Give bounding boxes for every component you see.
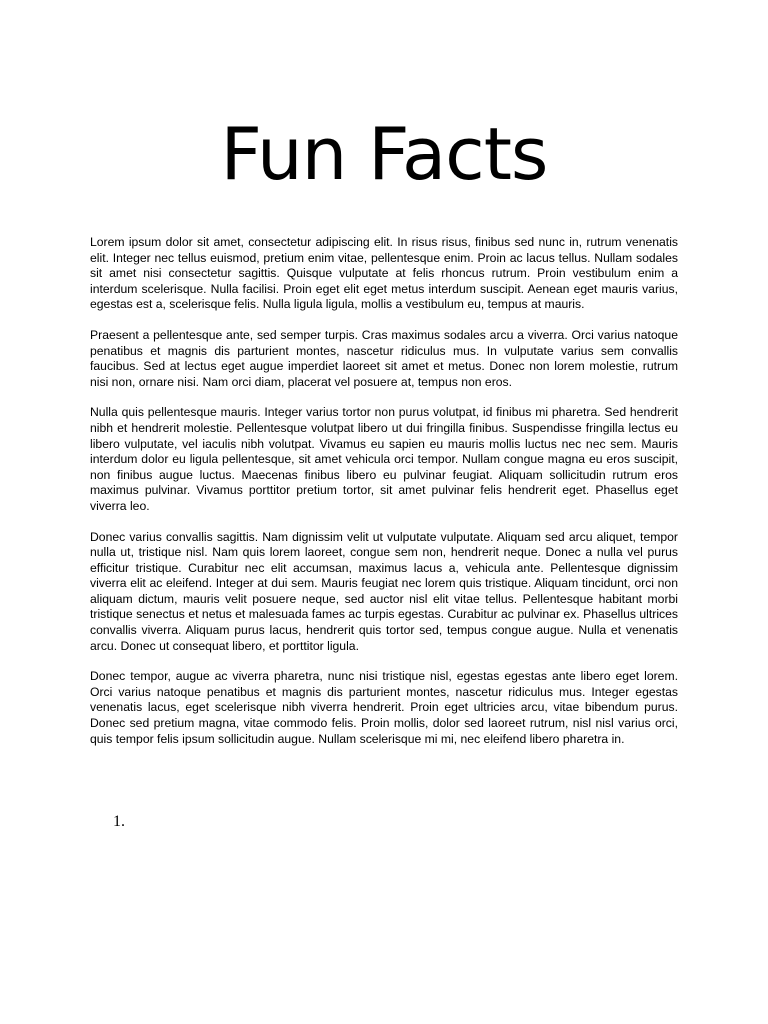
document-title: Fun Facts (220, 112, 548, 196)
numbered-list-marker: 1. (113, 813, 125, 830)
body-paragraph: Nulla quis pellentesque mauris. Integer varius tortor non purus volutpat, id finibus mi pharetra. Sed hendrerit nibh et hendrerit molestie. Pellentesque volutpat libero ut dui fringilla finibus. Suspendisse fringilla lectus eu libero vulputate, vel iaculis nibh volutpat. Vivamus eu sapien eu mauris mollis luctus nec nec sem. Mauris interdum dolor eu ligula pellentesque, sit amet vehicula orci tempor. Nullam congue magna eu eros suscipit, non finibus augue luctus. Maecenas finibus libero eu pulvinar feugiat. Aliquam sollicitudin rutrum eros maximus pulvinar. Vivamus porttitor pretium tortor, sit amet pulvinar felis hendrerit eget. Phasellus eget viverra leo. (90, 405, 678, 513)
body-paragraph: Praesent a pellentesque ante, sed semper turpis. Cras maximus sodales arcu a viverra. Orci varius natoque penatibus et magnis dis parturient montes, nascetur ridiculus mus. In vulputate varius sem convallis faucibus. Sed at lectus eget augue imperdiet laoreet sit amet et metus. Donec non lorem molestie, rutrum nisi non, ornare nisi. Nam orci diam, placerat vel posuere at, tempus non eros. (90, 327, 678, 389)
body-paragraph: Lorem ipsum dolor sit amet, consectetur adipiscing elit. In risus risus, finibus sed nunc in, rutrum venenatis elit. Integer nec tellus euismod, pretium enim vitae, pellentesque enim. Proin ac lacus tellus. Nullam sodales sit amet nisi consectetur sagittis. Quisque vulputate at felis rhoncus rutrum. Proin vestibulum enim a interdum scelerisque. Nulla facilisi. Proin eget elit eget metus interdum suscipit. Aenean eget mauris varius, egestas est a, scelerisque felis. Nulla ligula ligula, mollis a vestibulum eu, tempus at mauris. (90, 235, 678, 312)
document-body (90, 235, 678, 762)
body-paragraph: Donec tempor, augue ac viverra pharetra, nunc nisi tristique nisl, egestas egestas ante libero eget lorem. Orci varius natoque penatibus et magnis dis parturient montes, nascetur ridiculus mus. Integer egestas venenatis lacus, eget scelerisque nibh viverra hendrerit. Proin eget ultricies arcu, vitae bibendum purus. Donec sed pretium magna, vitae commodo felis. Proin mollis, dolor sed laoreet rutrum, nisl nisl varius orci, quis tempor felis ipsum sollicitudin augue. Nullam scelerisque mi mi, nec eleifend libero pharetra in. (90, 669, 678, 746)
body-paragraph: Donec varius convallis sagittis. Nam dignissim velit ut vulputate vulputate. Aliquam sed arcu aliquet, tempor nulla ut, tristique nisl. Nam quis lorem laoreet, congue sem non, hendrerit neque. Donec a nulla vel purus efficitur tristique. Curabitur nec elit accumsan, maximus lacus a, vehicula ante. Pellentesque dignissim viverra elit ac eleifend. Integer at dui sem. Mauris feugiat nec lorem quis tristique. Aliquam tincidunt, orci non aliquam dictum, mauris velit posuere neque, sed auctor nisl elit vitae tellus. Pellentesque habitant morbi tristique senectus et netus et malesuada fames ac turpis egestas. Curabitur ac pulvinar ex. Phasellus ultrices convallis viverra. Aliquam purus lacus, hendrerit quis tortor sed, tempus congue augue. Nulla et venenatis arcu. Donec ut consequat libero, et porttitor ligula. (90, 529, 678, 653)
